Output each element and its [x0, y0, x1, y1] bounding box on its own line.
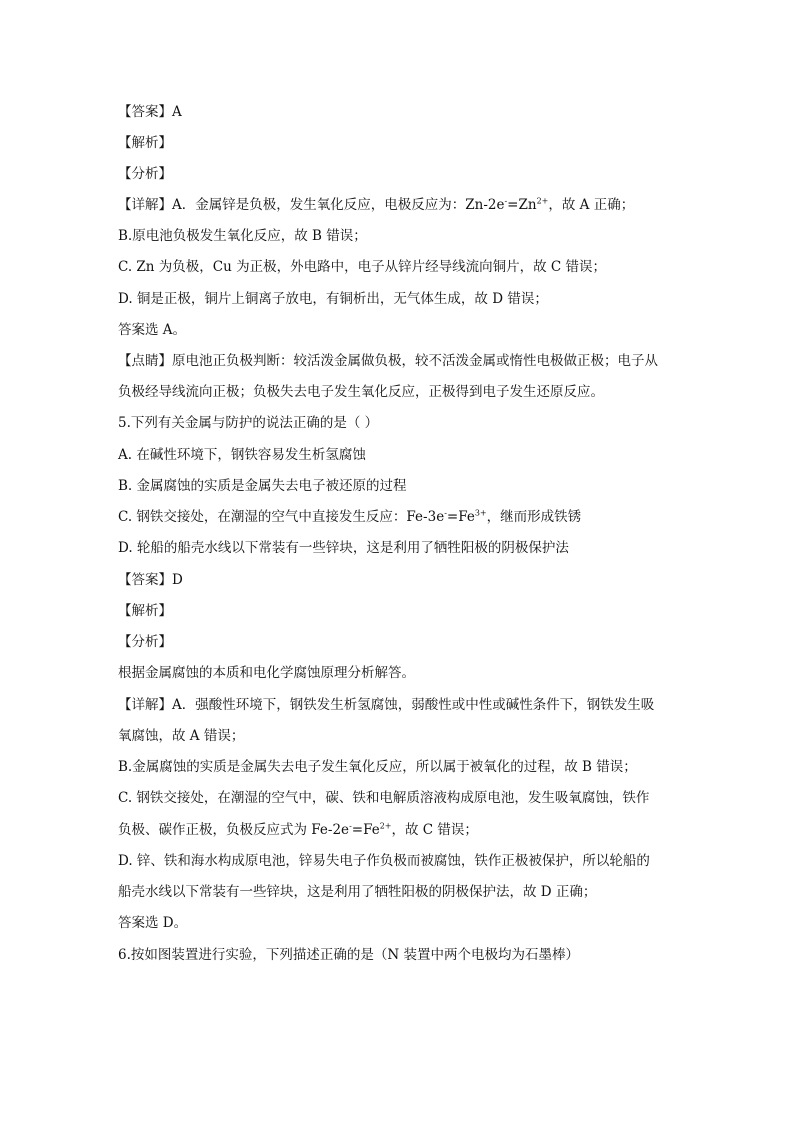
q4-detail-b: B.原电池负极发生氧化反应，故 B 错误； — [118, 228, 367, 244]
q4-analysis-tag: 【解析】 — [118, 135, 172, 151]
q5-option-c — [118, 508, 698, 526]
opt-c-end: ，继而形成铁锈 — [486, 509, 582, 525]
q5-conclusion: 答案选 D。 — [118, 915, 188, 931]
detail-c2-mid: =Fe — [351, 822, 380, 838]
opt-c-sup2: 3+ — [474, 508, 487, 518]
q4-tip-line2: 负极经导线流向正极；负极失去电子发生氧化反应，正极得到电子发生还原反应。 — [118, 384, 604, 400]
detail-c2-sup2: 2+ — [379, 821, 392, 831]
q4-answer-line — [118, 103, 698, 121]
opt-c-mid: =Fe — [446, 509, 475, 525]
detail-a-sup1: - — [504, 196, 508, 206]
q6-stem: 6.按如图装置进行实验，下列描述正确的是（N 装置中两个电极均为石墨棒） — [118, 947, 579, 963]
detail-tag: 【详解】 — [118, 697, 172, 713]
q5-option-d: D. 轮船的船壳水线以下常装有一些锌块，这是利用了牺牲阳极的阴极保护法 — [118, 540, 569, 556]
q5-fenxi-tag: 【分析】 — [118, 634, 172, 650]
q5-fenxi-text: 根据金属腐蚀的本质和电化学腐蚀原理分析解答。 — [118, 665, 415, 681]
detail-c2-pre: 负极、碳作正极，负极反应式为 Fe-2e — [118, 822, 350, 838]
tip-tag: 【点睛】 — [118, 353, 172, 369]
detail-c2-end: ，故 C 错误； — [391, 822, 478, 838]
q4-tip-line1 — [118, 352, 698, 370]
q4-fenxi-tag: 【分析】 — [118, 166, 172, 182]
q5-detail-d2: 船壳水线以下常装有一些锌块，这是利用了牺牲阳极的阴极保护法，故 D 正确； — [118, 884, 597, 900]
q5-detail-c1: C. 钢铁交接处，在潮湿的空气中，碳、铁和电解质溶液构成原电池，发生吸氧腐蚀，铁作 — [118, 790, 650, 806]
q4-conclusion: 答案选 A。 — [118, 322, 187, 338]
q5-detail-d1: D. 锌、铁和海水构成原电池，锌易失电子作负极而被腐蚀，铁作正极被保护，所以轮船的 — [118, 853, 650, 869]
q4-detail-d: D. 铜是正极，铜片上铜离子放电，有铜析出，无气体生成，故 D 错误； — [118, 291, 548, 307]
q5-detail-b: B.金属腐蚀的实质是金属失去电子发生氧化反应，所以属于被氧化的过程，故 B 错误； — [118, 759, 637, 775]
q5-option-a: A. 在碱性环境下，钢铁容易发生析氢腐蚀 — [118, 447, 366, 463]
q5-stem: 5.下列有关金属与防护的说法正确的是（ ） — [118, 415, 379, 431]
q5-answer-line — [118, 571, 698, 589]
opt-c-pre: C. 钢铁交接处，在潮湿的空气中直接发生反应：Fe-3e — [118, 509, 445, 525]
answer-tag: 【答案】 — [118, 572, 172, 588]
opt-c-sup1: - — [444, 508, 447, 518]
q5-option-b: B. 金属腐蚀的实质是金属失去电子被还原的过程 — [118, 478, 407, 494]
q5-analysis-tag: 【解析】 — [118, 603, 172, 619]
answer-value: A — [172, 104, 182, 120]
q5-detail-c2 — [118, 821, 698, 839]
detail-a-sup2: 2+ — [536, 196, 549, 206]
detail-a-end: ，故 A 正确； — [548, 197, 635, 213]
q5-detail-a2: 氧腐蚀，故 A 错误； — [118, 728, 245, 744]
detail-c2-sup1: - — [349, 821, 352, 831]
q5-detail-a1 — [118, 696, 698, 714]
detail-a1-text: A．强酸性环境下，钢铁发生析氢腐蚀，弱酸性或中性或碱性条件下，钢铁发生吸 — [172, 697, 655, 713]
answer-tag: 【答案】 — [118, 104, 172, 120]
detail-a-text: A．金属锌是负极，发生氧化反应，电极反应为：Zn-2e — [172, 197, 505, 213]
answer-value: D — [172, 572, 183, 588]
detail-a-mid: =Zn — [507, 197, 537, 213]
tip-text-1: 原电池正负极判断：较活泼金属做负极，较不活泼金属或惰性电极做正极；电子从 — [172, 353, 658, 369]
q4-detail-a — [118, 196, 698, 214]
detail-tag: 【详解】 — [118, 197, 172, 213]
q4-detail-c: C. Zn 为负极，Cu 为正极，外电路中，电子从锌片经导线流向铜片，故 C 错误； — [118, 259, 607, 275]
